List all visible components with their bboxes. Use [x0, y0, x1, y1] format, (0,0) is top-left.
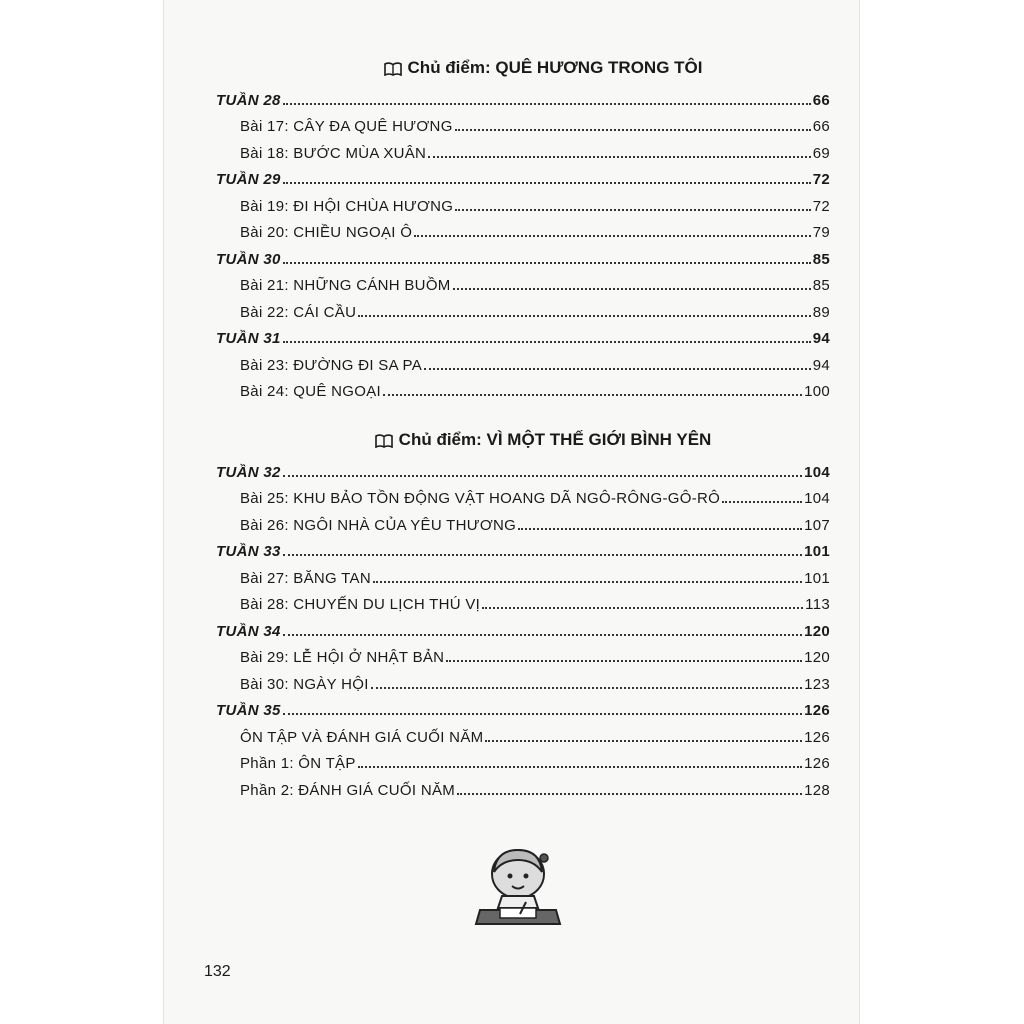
toc-week-row — [216, 695, 830, 722]
dot-leader — [283, 554, 802, 556]
toc-lesson-row — [216, 562, 830, 589]
toc-entry-label: Bài 27: BĂNG TAN — [240, 569, 371, 587]
toc-page-number: 101 — [804, 569, 830, 587]
dot-leader — [283, 103, 811, 105]
section-title-text: Chủ điểm: VÌ MỘT THẾ GIỚI BÌNH YÊN — [398, 430, 712, 449]
toc-entry-label: Bài 19: ĐI HỘI CHÙA HƯƠNG — [240, 197, 454, 215]
toc-page-number: 123 — [804, 675, 830, 693]
toc-page-number: 66 — [812, 118, 830, 135]
toc-page-number: 85 — [812, 277, 830, 294]
dot-leader — [373, 581, 802, 583]
toc-lesson-row — [216, 721, 830, 748]
toc-week-row — [216, 323, 830, 350]
section-title-text: Chủ điểm: QUÊ HƯƠNG TRONG TÔI — [407, 58, 703, 77]
toc-lesson-row — [216, 111, 830, 138]
dot-leader — [455, 129, 811, 131]
toc-entry-label: Bài 20: CHIỀU NGOẠI Ô — [240, 224, 413, 241]
toc-page-number: 72 — [812, 171, 830, 188]
toc-page-number: 69 — [812, 144, 830, 162]
toc-week-row — [216, 164, 830, 191]
toc-page-number: 126 — [804, 728, 830, 746]
toc-week-row — [216, 615, 830, 642]
toc-entry-label: TUẦN 33 — [216, 543, 281, 560]
toc-page-number: 126 — [804, 755, 830, 772]
dot-leader — [358, 766, 802, 768]
toc-lesson-row — [216, 483, 830, 510]
section-gap — [216, 402, 830, 424]
toc-week-row — [216, 243, 830, 270]
toc-lesson-row — [216, 349, 830, 376]
toc-page-number: 120 — [804, 622, 830, 640]
toc-entry-label: Bài 18: BƯỚC MÙA XUÂN — [240, 144, 427, 162]
page-number: 132 — [204, 963, 231, 980]
open-book-icon — [375, 433, 393, 447]
toc-lesson-row — [216, 774, 830, 801]
dot-leader — [371, 687, 802, 689]
toc-entry-label: TUẦN 34 — [216, 622, 281, 640]
toc-entry-label: Bài 25: KHU BẢO TỒN ĐỘNG VẬT HOANG DÃ NGÔ-RÔNG-GÔ-RÔ — [240, 490, 721, 507]
dot-leader — [358, 315, 810, 317]
dot-leader — [283, 475, 802, 477]
toc-page-number: 104 — [804, 490, 830, 507]
dot-leader — [283, 634, 802, 636]
toc-entry-label: Bài 17: CÂY ĐA QUÊ HƯƠNG — [240, 118, 453, 135]
toc-page-number: 79 — [812, 224, 830, 241]
toc-entry-label: Bài 30: NGÀY HỘI — [240, 675, 369, 693]
girl-writing-illustration — [474, 838, 562, 930]
toc-week-row — [216, 536, 830, 563]
toc-lesson-row — [216, 509, 830, 536]
toc-page-number: 100 — [804, 383, 830, 400]
toc-lesson-row — [216, 190, 830, 217]
toc-entry-label: TUẦN 35 — [216, 702, 281, 719]
toc-lesson-row — [216, 376, 830, 403]
dot-leader — [428, 156, 811, 158]
toc-lesson-row — [216, 270, 830, 297]
toc-entry-label: Bài 21: NHỮNG CÁNH BUỒM — [240, 277, 451, 294]
dot-leader — [383, 394, 802, 396]
toc-page-number: 66 — [812, 91, 830, 109]
dot-leader — [455, 209, 810, 211]
toc-entry-label: Bài 28: CHUYẾN DU LỊCH THÚ VỊ — [240, 596, 481, 613]
toc-week-row — [216, 456, 830, 483]
toc-entry-label: Bài 29: LỄ HỘI Ở NHẬT BẢN — [240, 649, 445, 666]
toc-entry-label: ÔN TẬP VÀ ĐÁNH GIÁ CUỐI NĂM — [240, 728, 484, 746]
section-title — [256, 424, 830, 456]
dot-leader — [446, 660, 802, 662]
toc-page-number: 126 — [804, 702, 830, 719]
toc-lesson-row — [216, 642, 830, 669]
toc-page-number: 101 — [804, 543, 830, 560]
toc-entry-label: Bài 24: QUÊ NGOẠI — [240, 383, 381, 400]
dot-leader — [453, 288, 811, 290]
toc-lesson-row — [216, 296, 830, 323]
toc-entry-label: TUẦN 29 — [216, 171, 281, 188]
toc-entry-label: Phần 2: ĐÁNH GIÁ CUỐI NĂM — [240, 781, 456, 799]
toc-page-number: 107 — [804, 516, 830, 534]
toc-entry-label: TUẦN 28 — [216, 91, 281, 109]
toc-entry-label: Bài 22: CÁI CẦU — [240, 303, 357, 321]
toc-entry-label: TUẦN 30 — [216, 250, 281, 268]
toc-entry-label: TUẦN 31 — [216, 330, 281, 347]
open-book-icon — [384, 61, 402, 75]
toc-lesson-row — [216, 217, 830, 244]
table-of-contents — [216, 52, 830, 801]
toc-entry-label: Bài 23: ĐƯỜNG ĐI SA PA — [240, 356, 423, 374]
toc-page-number: 94 — [812, 356, 830, 374]
toc-lesson-row — [216, 137, 830, 164]
dot-leader — [414, 235, 811, 237]
toc-page-number: 113 — [805, 596, 830, 613]
toc-page-number: 85 — [812, 250, 830, 268]
toc-page-number: 89 — [812, 303, 830, 321]
toc-lesson-row — [216, 589, 830, 616]
dot-leader — [518, 528, 802, 530]
toc-page-number: 72 — [812, 197, 830, 215]
dot-leader — [485, 740, 802, 742]
dot-leader — [457, 793, 802, 795]
toc-week-row — [216, 84, 830, 111]
toc-lesson-row — [216, 668, 830, 695]
dot-leader — [482, 607, 803, 609]
toc-entry-label: TUẦN 32 — [216, 463, 281, 481]
toc-page-number: 128 — [804, 781, 830, 799]
toc-page-number: 120 — [804, 649, 830, 666]
dot-leader — [424, 368, 811, 370]
dot-leader — [283, 182, 811, 184]
dot-leader — [283, 262, 811, 264]
toc-entry-label: Bài 26: NGÔI NHÀ CỦA YÊU THƯƠNG — [240, 516, 517, 534]
section-title — [256, 52, 830, 84]
toc-lesson-row — [216, 748, 830, 775]
dot-leader — [283, 341, 811, 343]
dot-leader — [283, 713, 802, 715]
toc-page-number: 94 — [812, 330, 830, 347]
toc-entry-label: Phần 1: ÔN TẬP — [240, 755, 356, 772]
toc-page-number: 104 — [804, 463, 830, 481]
dot-leader — [722, 501, 802, 503]
